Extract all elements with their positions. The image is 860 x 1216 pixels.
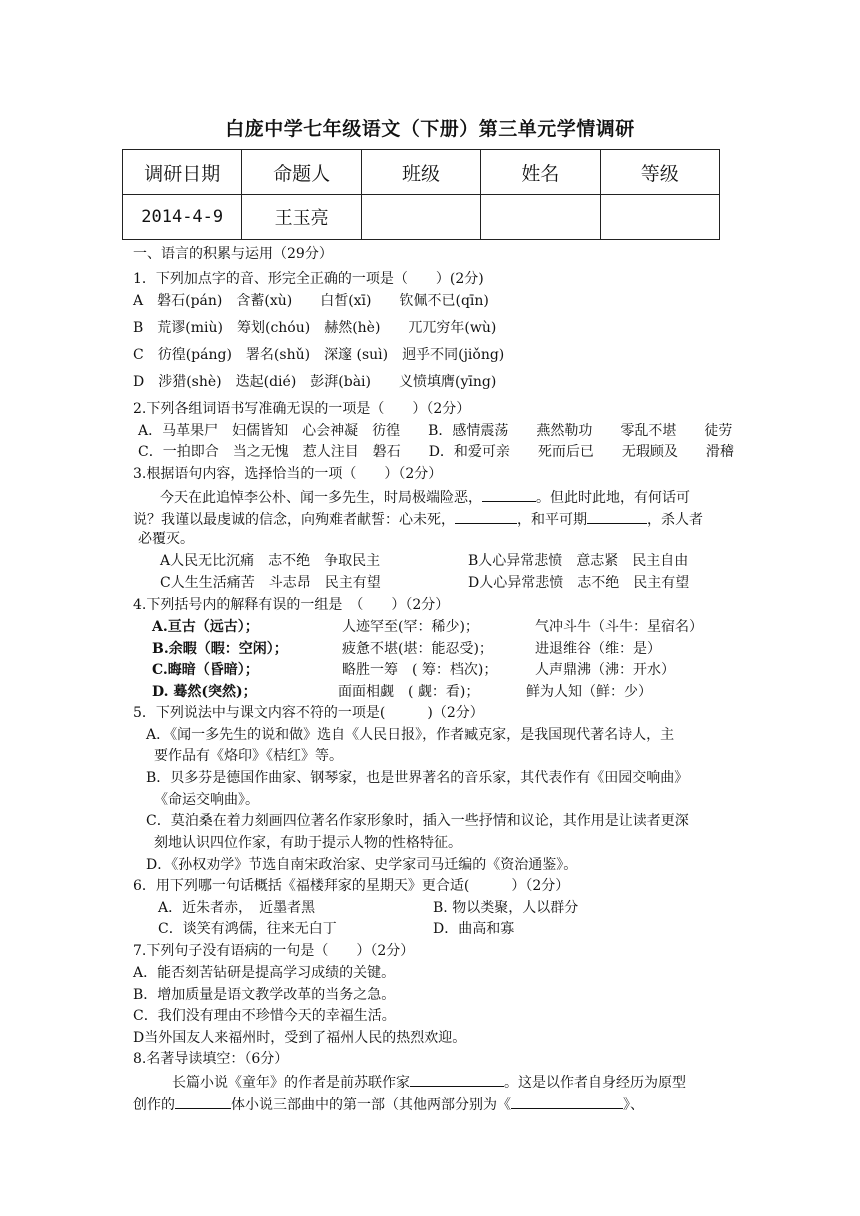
- q3-passage-line1: [160, 487, 690, 507]
- q5-stem: 5．下列说法中与课文内容不符的一项是( )（2分）: [133, 705, 484, 721]
- q4-row-b-2: 疲惫不堪(堪：能忍受)；: [342, 641, 493, 657]
- q8-blank-genre[interactable]: [175, 1094, 231, 1109]
- q2-stem: 2.下列各组词语书写准确无误的一项是（ ）（2分）: [133, 401, 471, 417]
- q6-option-b: B. 物以类聚，人以群分: [433, 900, 579, 916]
- q5-option-a-line1: A．《闻一多先生的说和做》选自《人民日报》，作者臧克家，是我国现代著名诗人，主: [146, 727, 675, 743]
- q5-option-b-line1: B．贝多芬是德国作曲家、钢琴家，也是世界著名的音乐家，其代表作有《田园交响曲》: [146, 770, 689, 786]
- q3-option-a: A人民无比沉痛 志不绝 争取民主: [160, 553, 381, 569]
- q4-row-c-1: C.晦暗（昏暗）；: [152, 662, 259, 678]
- q3-option-d: D人心异常悲愤 志不绝 民主有望: [468, 575, 690, 591]
- info-table-value-row: [123, 195, 720, 240]
- q1-option-d: D 涉猎(shè) 迭起(dié) 彭湃(bài) 义愤填膺(yīng): [133, 374, 497, 390]
- q4-row-b-1: B.余暇（暇：空闲）；: [152, 641, 288, 657]
- section-heading: 一、语言的积累与运用（29分）: [133, 246, 333, 262]
- q3-text: 今天在此追悼李公朴、闻一多先生，时局极端险恶，: [160, 490, 482, 506]
- q6-option-d: D．曲高和寡: [433, 921, 515, 937]
- q5-option-c-line2: 刻地认识四位作家，有助于提示人物的性格特征。: [154, 835, 462, 851]
- q3-option-b: B人心异常悲愤 意志紧 民主自由: [468, 553, 689, 569]
- q6-option-a: A．近朱者赤， 近墨者黑: [158, 900, 316, 916]
- q3-stem: 3.根据语句内容，选择恰当的一项（ ）（2分）: [133, 466, 443, 482]
- q3-text: 。但此时此地，有何话可: [536, 490, 690, 506]
- q8-line1: [172, 1072, 686, 1092]
- q3-passage-line2: [133, 509, 703, 529]
- q6-option-c: C．谈笑有鸿儒，往来无白丁: [158, 921, 337, 937]
- value-date: 2014-4-9: [123, 195, 242, 240]
- q6-stem: 6．用下列哪一句话概括《福楼拜家的星期天》更合适( ）（2分）: [133, 878, 570, 894]
- q3-text: ，和平可期: [517, 512, 587, 528]
- q2-options-line1: A．马革果尸 妇儒皆知 心会神凝 彷徨 B．感情震荡 燕然勒功 零乱不堪 徒劳: [138, 423, 733, 439]
- q3-text: ，杀人者: [647, 512, 703, 528]
- q7-option-c: C．我们没有理由不珍惜今天的幸福生活。: [133, 1008, 396, 1024]
- header-author: 命题人: [242, 150, 361, 195]
- q3-blank-1[interactable]: [482, 487, 536, 502]
- value-grade[interactable]: [600, 195, 719, 240]
- q4-stem: 4.下列括号内的解释有误的一组是 （ ）（2分）: [133, 597, 450, 613]
- info-table-header-row: [123, 150, 720, 195]
- q4-row-d-3: 鲜为人知（鲜：少）: [526, 684, 652, 700]
- q1-stem: 1．下列加点字的音、形完全正确的一项是（ ）(2分): [133, 271, 484, 287]
- q8-text: 创作的: [133, 1097, 175, 1113]
- q8-blank-author[interactable]: [410, 1072, 504, 1087]
- q8-blank-book[interactable]: [511, 1094, 623, 1109]
- q4-row-a-1: A.亘古（远古）；: [152, 619, 259, 635]
- header-grade: 等级: [600, 150, 719, 195]
- value-name[interactable]: [481, 195, 600, 240]
- q8-text: 体小说三部曲中的第一部（其他两部分别为《: [231, 1097, 511, 1113]
- q1-option-c: C 彷徨(páng) 署名(shǔ) 深邃 (suì) 迥乎不同(jiǒng): [133, 347, 505, 363]
- page-title: 白庞中学七年级语文（下册）第三单元学情调研: [225, 118, 635, 140]
- q7-option-b: B．增加质量是语文教学改革的当务之急。: [133, 987, 396, 1003]
- q4-row-b-3: 进退维谷（维：是）: [535, 641, 661, 657]
- q4-row-c-2: 略胜一筹 ( 筹：档次)；: [342, 662, 498, 678]
- q8-line2: [133, 1094, 644, 1114]
- q8-text: 》、: [623, 1097, 644, 1113]
- value-author: 王玉亮: [242, 195, 361, 240]
- q8-stem: 8.名著导读填空：（6分）: [133, 1051, 289, 1067]
- q7-option-a: A．能否刻苦钻研是提高学习成绩的关键。: [133, 965, 396, 981]
- q5-option-d: D．《孙权劝学》节选自南宋政治家、史学家司马迁编的《资治通鉴》。: [146, 857, 578, 873]
- q4-row-a-2: 人迹罕至(罕：稀少)；: [342, 619, 479, 635]
- q3-passage-line3: 必覆灭。: [138, 531, 194, 547]
- q3-blank-2[interactable]: [455, 509, 517, 524]
- value-class[interactable]: [361, 195, 480, 240]
- q8-text: 。这是以作者自身经历为原型: [504, 1075, 686, 1091]
- q4-row-c-3: 人声鼎沸（沸：开水）: [535, 662, 675, 678]
- q4-row-a-3: 气冲斗牛（斗牛：星宿名）: [535, 619, 703, 635]
- q7-stem: 7.下列句子没有语病的一句是（ ）（2分）: [133, 943, 415, 959]
- q2-options-line2: C．一拍即合 当之无愧 惹人注目 磐石 D．和爱可亲 死而后已 无瑕顾及 滑稽: [138, 444, 734, 460]
- q3-blank-3[interactable]: [587, 509, 647, 524]
- q1-option-a: A 磐石(pán) 含蓄(xù) 白皙(xī) 钦佩不已(qīn): [133, 293, 489, 309]
- header-name: 姓名: [481, 150, 600, 195]
- q5-option-b-line2: 《命运交响曲》。: [154, 792, 259, 808]
- q4-row-d-2: 面面相觑 ( 觑：看)；: [338, 684, 480, 700]
- q4-row-d-1: D. 蓦然(突然)；: [152, 684, 257, 700]
- header-date: 调研日期: [123, 150, 242, 195]
- q7-option-d: D当外国友人来福州时，受到了福州人民的热烈欢迎。: [133, 1030, 467, 1046]
- q3-option-c: C人生生活痛苦 斗志昂 民主有望: [160, 575, 381, 591]
- info-table: [122, 149, 720, 240]
- q5-option-a-line2: 要作品有《烙印》《桔红》等。: [154, 748, 343, 764]
- header-class: 班级: [361, 150, 480, 195]
- q8-text: 长篇小说《童年》的作者是前苏联作家: [172, 1075, 410, 1091]
- q1-option-b: B 荒谬(miù) 筹划(chóu) 赫然(hè) 兀兀穷年(wù): [133, 320, 497, 336]
- q5-option-c-line1: C．莫泊桑在着力刻画四位著名作家形象时，插入一些抒情和议论，其作用是让读者更深: [146, 813, 689, 829]
- q3-text: 说？我谨以最虔诚的信念，向殉难者献誓：心未死，: [133, 512, 455, 528]
